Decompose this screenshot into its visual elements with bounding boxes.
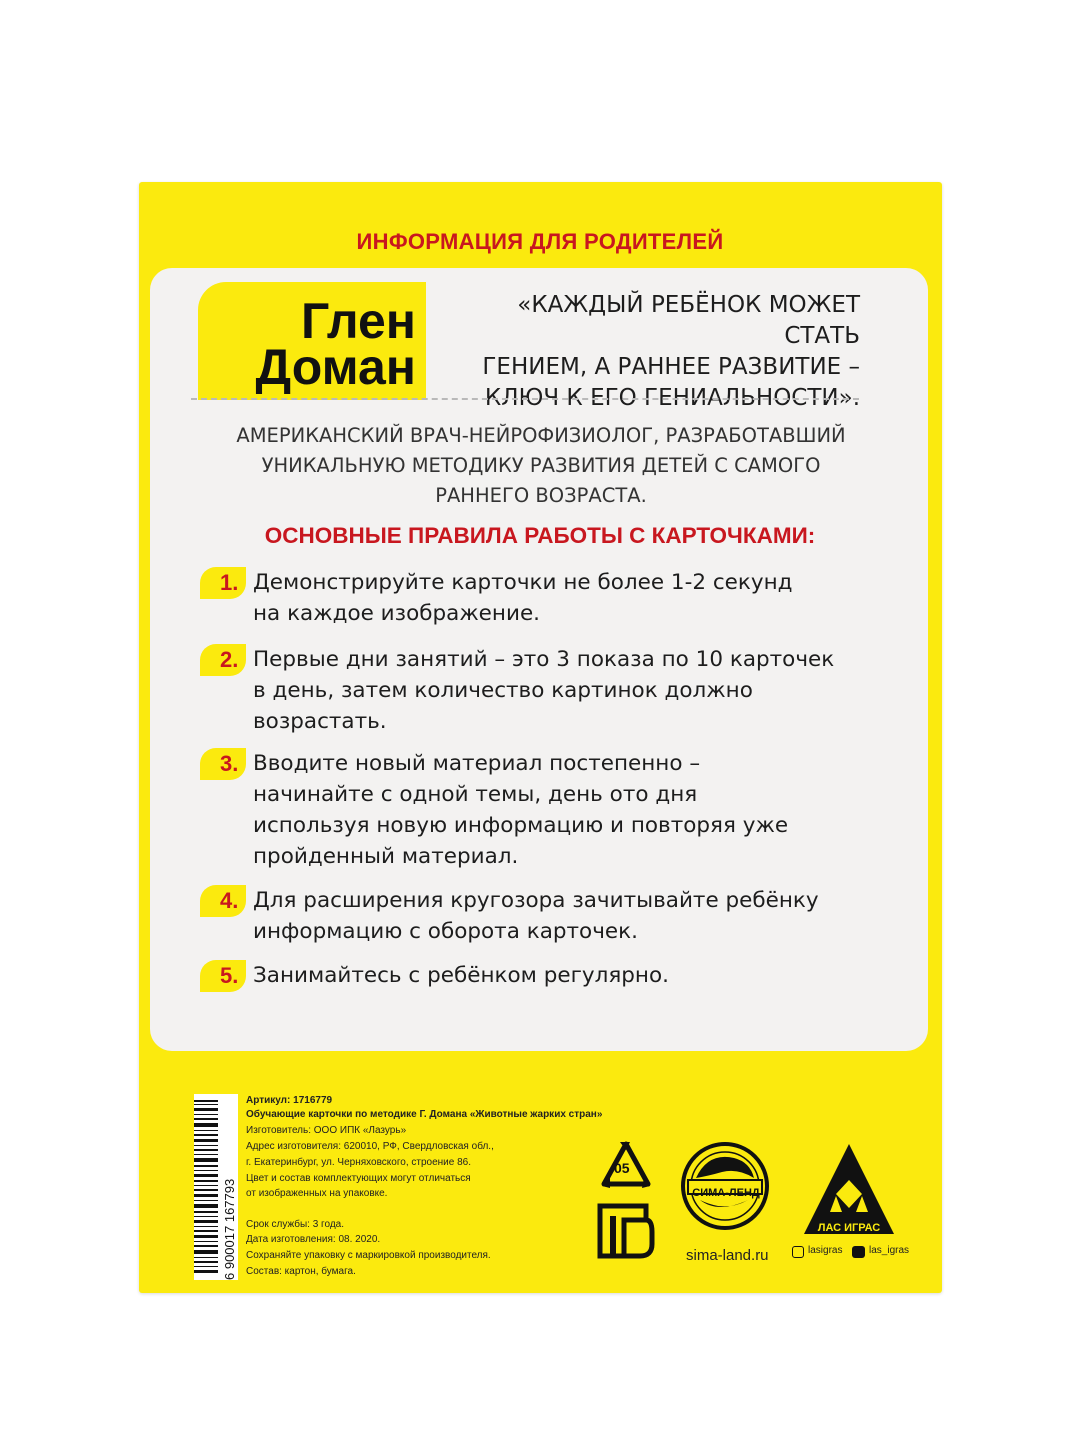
quote-line: «КАЖДЫЙ РЕБЁНОК МОЖЕТ СТАТЬ [517,292,860,349]
page-title: ИНФОРМАЦИЯ ДЛЯ РОДИТЕЛЕЙ [356,229,724,254]
rule-line: в день, затем количество картинок должно [253,678,753,703]
address-line: г. Екатеринбург, ул. Черняховского, строение 86. [246,1157,471,1168]
rule-line: начинайте с одной темы, день ото дня [253,782,698,807]
rule-number: 3. [220,751,239,776]
rule-line: на каждое изображение. [253,601,541,626]
rule-line: информацию с оборота карточек. [253,919,638,944]
rule-text [253,885,883,947]
divider [191,398,859,400]
article: Артикул: 1716779 [246,1095,333,1106]
pb-mark-icon [596,1200,656,1262]
composition: Состав: картон, бумага. [246,1266,356,1277]
author-name-block [198,282,426,400]
sima-land-logo-icon [678,1138,772,1234]
rule-line: пройденный материал. [253,844,519,869]
service-life: Срок службы: 3 года. [246,1219,345,1230]
barcode-number: 6 900017 167793 [222,1178,237,1280]
rule-number: 5. [220,963,239,988]
rule-line: возрастать. [253,709,387,734]
quote [440,290,860,414]
vk-icon [852,1246,865,1258]
rule-line: Занимайтесь с ребёнком регулярно. [253,963,669,988]
recycle-code: 05 [614,1160,630,1176]
rule-line: Вводите новый материал постепенно – [253,751,701,776]
rule-number: 4. [220,888,239,913]
author-first-name: Глен [301,293,416,349]
description-line: РАННЕГО ВОЗРАСТА. [435,484,647,507]
manufacturer: Изготовитель: ООО ИПК «Лазурь» [246,1125,407,1136]
quote-line: КЛЮЧ К ЕГО ГЕНИАЛЬНОСТИ». [484,385,860,411]
rule-text [253,960,883,991]
rule-number: 1. [220,570,239,595]
rule-text [253,748,883,872]
keep-packaging: Сохраняйте упаковку с маркировкой производителя. [246,1250,491,1261]
manufacture-date: Дата изготовления: 08. 2020. [246,1234,381,1245]
note-line: Цвет и состав комплектующих могут отличаться [246,1173,471,1184]
note-line: от изображенных на упаковке. [246,1188,388,1199]
rule-line: Первые дни занятий – это 3 показа по 10 карточек [253,647,835,672]
rule-line: используя новую информацию и повторяя уже [253,813,789,838]
address-line: Адрес изготовителя: 620010, РФ, Свердловская обл., [246,1141,494,1152]
quote-line: ГЕНИЕМ, А РАННЕЕ РАЗВИТИЕ – [482,354,860,380]
instagram-handle: lasigras [808,1245,843,1256]
rule-line: Для расширения кругозора зачитывайте ребёнку [253,888,819,913]
barcode-icon [194,1094,222,1280]
description-line: УНИКАЛЬНУЮ МЕТОДИКУ РАЗВИТИЯ ДЕТЕЙ С САМОГО [261,454,821,477]
vk-handle: las_igras [869,1245,910,1256]
rule-text [253,644,883,737]
instagram-icon [792,1246,804,1258]
description-line: АМЕРИКАНСКИЙ ВРАЧ-НЕЙРОФИЗИОЛОГ, РАЗРАБОТАВШИЙ [236,424,846,447]
rules-title: ОСНОВНЫЕ ПРАВИЛА РАБОТЫ С КАРТОЧКАМИ: [264,523,816,548]
sima-land-label: СИМА-ЛЕНД [692,1187,760,1199]
sima-land-site: sima-land.ru [686,1247,769,1264]
rule-text [253,567,883,629]
product-name: Обучающие карточки по методике Г. Домана «Животные жарких стран» [246,1109,603,1120]
rule-number: 2. [220,647,239,672]
author-description [196,421,886,511]
rule-line: Демонстрируйте карточки не более 1-2 секунд [253,570,793,595]
brand-label: ЛАС ИГРАС [817,1222,881,1234]
author-last-name: Доман [255,339,416,395]
